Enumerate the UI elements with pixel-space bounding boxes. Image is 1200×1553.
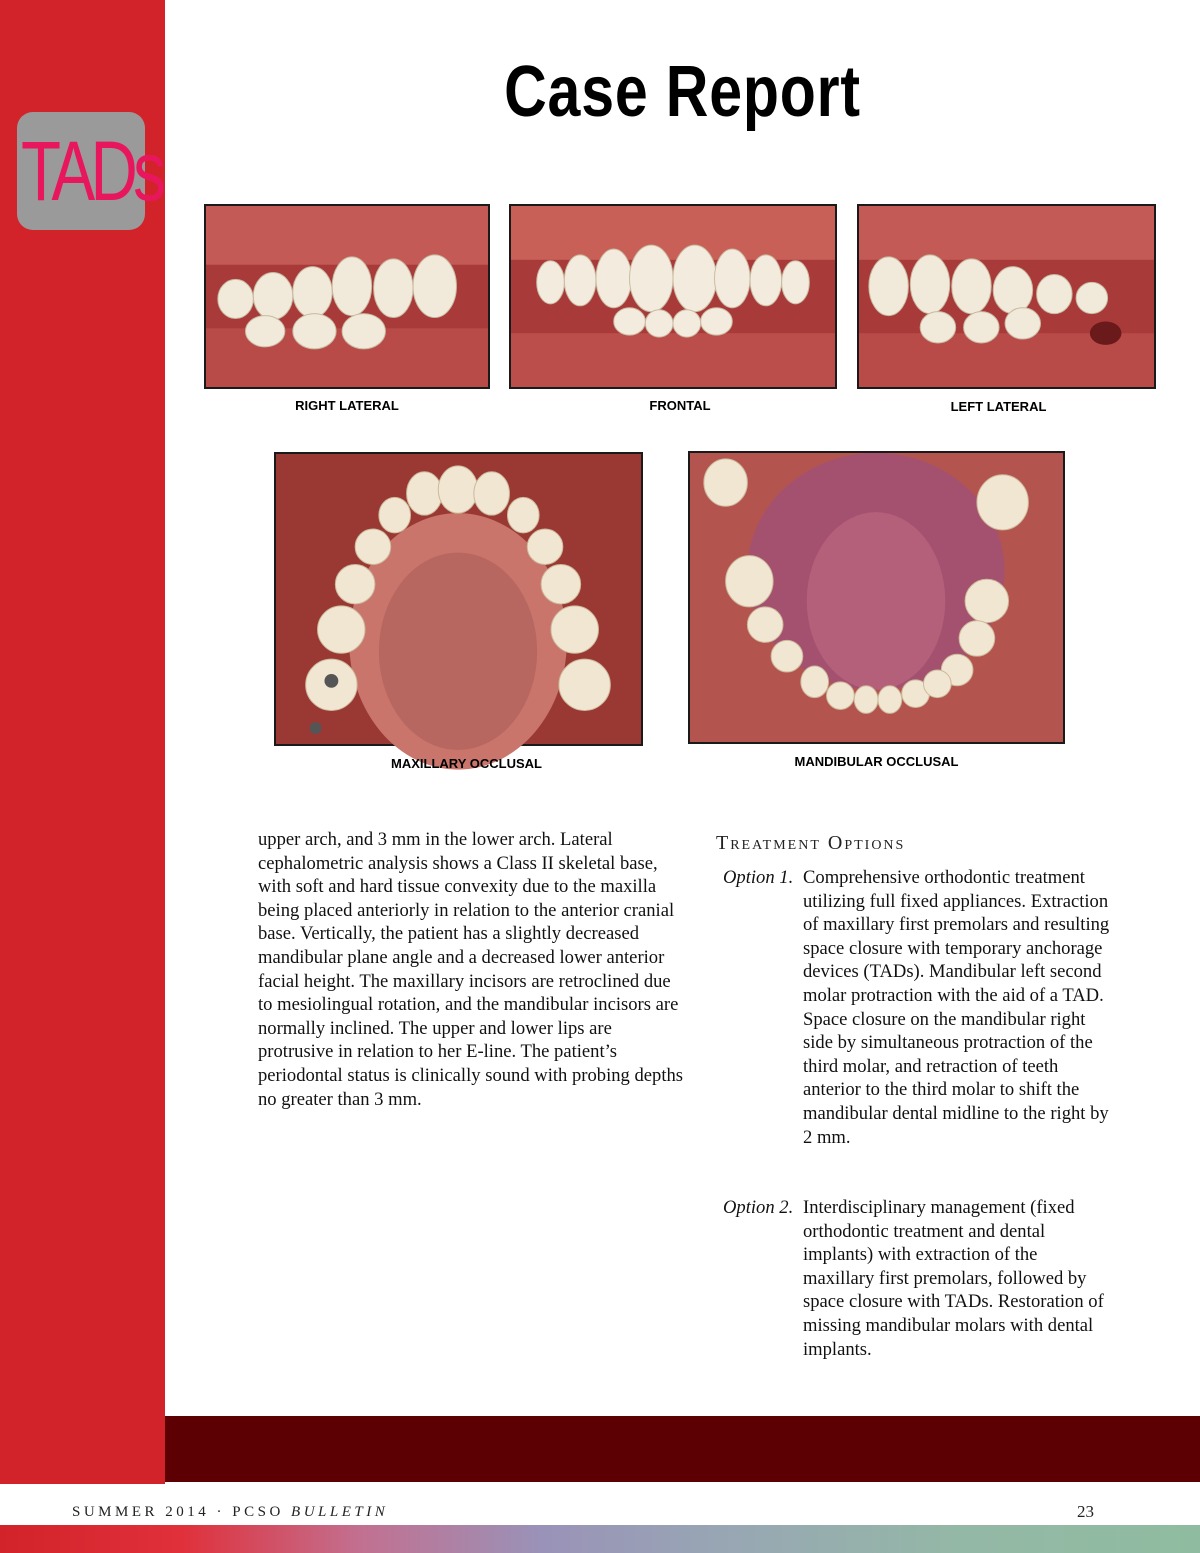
tads-logo-text: TADs (21, 124, 162, 218)
tads-logo (17, 112, 162, 230)
option-1-label: Option 1. (723, 867, 794, 888)
footer-publication-line (72, 1504, 388, 1521)
photo-frontal (509, 204, 837, 389)
photo-maxillary-occlusal (274, 452, 643, 746)
photo-right-lateral (204, 204, 490, 389)
footer-bulletin: BULLETIN (291, 1504, 389, 1520)
option-2-label: Option 2. (723, 1197, 794, 1218)
photo-mandibular-occlusal (688, 451, 1065, 744)
bottom-gradient-strip (0, 1525, 1200, 1553)
option-2-text: Interdisciplinary management (fixed orthodontic treatment and dental implants) with extraction of the maxillary first premolars, followed by space closure with TADs. Restoration of missing mandibular molars with dental implants. (803, 1197, 1104, 1360)
option-1-text: Comprehensive orthodontic treatment utilizing full fixed appliances. Extraction of maxillary first premolars and resulting space closure with temporary anchorage devices (TADs). Mandibular left second molar protraction with the aid of a TAD. Space closure on the mandibular right side by simultaneous protraction of the third molar, and retraction of teeth anterior to the third molar to shift the mandibular dental midline to the right by 2 mm. (803, 867, 1110, 1148)
page-title: Case Report (504, 52, 861, 132)
caption-mandibular-occlusal: MANDIBULAR OCCLUSAL (794, 754, 959, 769)
treatment-options-heading: Treatment Options (716, 832, 906, 854)
body-paragraph: upper arch, and 3 mm in the lower arch. Lateral cephalometric analysis shows a Class II skeletal base, with soft and hard tissue convexity due to the maxilla being placed anteriorly in relation to the anterior cranial base. Vertically, the patient has a slightly decreased mandibular plane angle and a decreased lower anterior facial height. The maxillary incisors are retroclined due to mesiolingual rotation, and the mandibular incisors are normally inclined. The upper and lower lips are protrusive in relation to her E-line. The patient’s periodontal status is clinically sound with probing depths no greater than 3 mm. (258, 829, 684, 1110)
page-number: 23 (1077, 1502, 1094, 1521)
caption-maxillary-occlusal: MAXILLARY OCCLUSAL (391, 756, 542, 771)
caption-right-lateral: RIGHT LATERAL (295, 398, 399, 413)
photo-left-lateral (857, 204, 1156, 389)
caption-frontal: FRONTAL (649, 398, 711, 413)
footer-bar (165, 1416, 1200, 1482)
caption-left-lateral: LEFT LATERAL (950, 399, 1047, 414)
footer-season: SUMMER 2014 · PCSO (72, 1504, 292, 1520)
